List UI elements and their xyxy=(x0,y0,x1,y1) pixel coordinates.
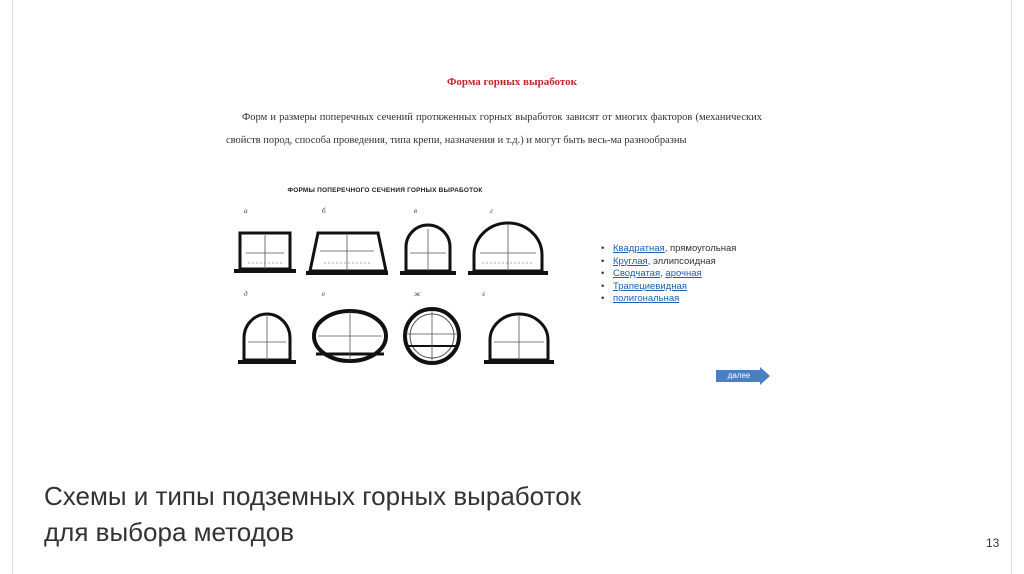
list-item xyxy=(601,293,751,306)
elliptical-section-shape xyxy=(310,306,390,368)
figure-title: ФОРМЫ ПОПЕРЕЧНОГО СЕЧЕНИЯ ГОРНЫХ ВЫРАБОТОК xyxy=(287,187,483,194)
figure-letter-z: з xyxy=(482,290,485,298)
trapezoidal-section-shape xyxy=(306,227,388,277)
slide-title xyxy=(44,478,844,550)
next-button-label: далее xyxy=(727,371,751,380)
link-poligonalnaya[interactable]: полигональная xyxy=(613,293,680,304)
figure-letter-g: г xyxy=(490,207,493,215)
list-item xyxy=(601,281,751,294)
link-kruglaya[interactable]: Круглая xyxy=(613,255,648,267)
link-kvadratnaya[interactable]: Квадратная xyxy=(613,243,665,254)
list-item-text: эллипсоидная xyxy=(652,255,716,267)
document-title: Форма горных выработок xyxy=(446,76,578,88)
rectangular-section-shape xyxy=(234,227,296,277)
link-svodchataya[interactable]: Сводчатая xyxy=(613,268,661,279)
list-item: • Квадратная, прямоугольная xyxy=(601,243,751,256)
list-item: • Круглая, эллипсоидная xyxy=(601,256,751,269)
slide-title-line-2: для выбора методов xyxy=(44,517,295,547)
section-types-list xyxy=(601,243,751,306)
list-item-text: прямоугольная xyxy=(669,243,737,254)
link-trapetsievidnaya[interactable]: Трапециевидная xyxy=(613,280,687,292)
figure-letter-v: в xyxy=(414,207,418,215)
page-number: 13 xyxy=(986,536,1000,550)
circular-section-shape xyxy=(400,304,464,368)
figure-letter-d: д xyxy=(244,290,248,298)
slide-title-line-1: Схемы и типы подземных горных выработок xyxy=(44,481,582,511)
vaulted-section-shape xyxy=(400,223,456,277)
list-item: • Сводчатая, арочная xyxy=(601,268,751,281)
arched-section-shape xyxy=(468,219,548,277)
figure-letter-b: б xyxy=(322,207,326,215)
figure-letter-zh: ж xyxy=(414,290,421,298)
figure-letter-a: а xyxy=(244,207,248,215)
horseshoe-section-shape xyxy=(236,310,298,366)
next-button[interactable] xyxy=(716,367,770,385)
document-paragraph: Форм и размеры поперечных сечений протяженных горных выработок зависят от многих факторов (механических свойств пород, способа проведения, типа крепи, назначения и т.д.) и могут быть весь-ма разнообразны xyxy=(226,112,762,146)
polygonal-section-shape xyxy=(484,310,554,366)
link-arochnaya[interactable]: арочная xyxy=(665,268,702,279)
figure-letter-e: е xyxy=(322,290,326,298)
